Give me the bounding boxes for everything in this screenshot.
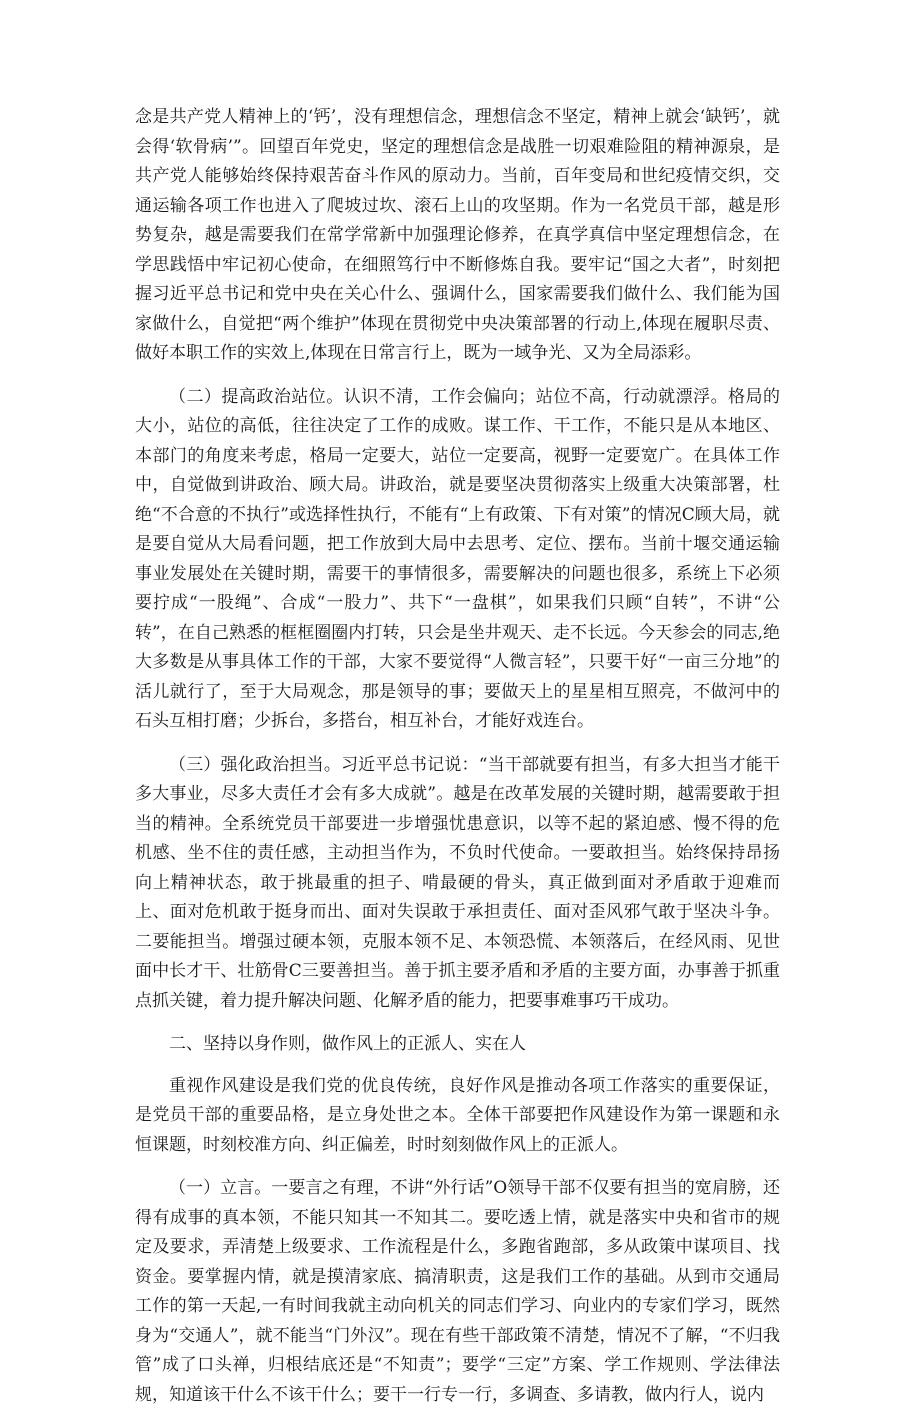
section-heading: 二、坚持以身作则，做作风上的正派人、实在人	[169, 1034, 526, 1054]
paragraph-subsection-1: （一）立言。一要言之有理，不讲“外行话”O领导干部不仅要有担当的宽肩膀，还得有成事的真本领，不能只知其一不知其二。要吃透上情，就是落实中央和省市的规定及要求，弄清楚上级要求、工作流程是什么，多跑省跑部，多从政策中谋项目、找资金。要掌握内情，就是摸清家底、搞清职责，这是我们工作的基础。从到市交通局工作的第一天起,一有时间我就主动向机关的同志们学习、向业内的专家们学习，既然身为“交通人”，就不能当“门外汉”。现在有些干部政策不清楚，情况不了解，“不归我管”成了口头禅，归根结底还是“不知责”；要学“三定”方案、学工作规则、学法律法规，知道该干什么不该干什么；要干一行专一行，多调查、多请教，做内行人，说内	[135, 1178, 780, 1405]
paragraph-section-3: （三）强化政治担当。习近平总书记说：“当干部就要有担当，有多大担当才能干多大事业，尽多大责任才会有多大成就”。越是在改革发展的关键时期，越需要敢于担当的精神。全系统党员干部要进一步增强忧患意识，以等不起的紧迫感、慢不得的危机感、坐不住的责任感，主动担当作为，不负时代使命。一要敢担当。始终保持昂扬向上精神状态，敢于挑最重的担子、啃最硬的骨头，真正做到面对矛盾敢于迎难而上、面对危机敢于挺身而出、面对失误敢于承担责任、面对歪风邪气敢于坚决斗争。二要能担当。增强过硬本领，克服本领不足、本领恐慌、本领落后，在经风雨、见世面中长才干、壮筋骨C三要善担当。善于抓主要矛盾和矛盾的主要方面，办事善于抓重点抓关键，着力提升解决问题、化解矛盾的能力，把要事难事巧干成功。	[135, 754, 780, 1011]
paragraph-section-2: （二）提高政治站位。认识不清，工作会偏向；站位不高，行动就漂浮。格局的大小，站位的高低，往往决定了工作的成败。谋工作、干工作，不能只是从本地区、本部门的角度来考虑，格局一定要大，站位一定要高，视野一定要宽广。在具体工作中，自觉做到讲政治、顾大局。讲政治，就是要坚决贯彻落实上级重大决策部署，杜绝“不合意的不执行”或选择性执行，不能有“上有政策、下有对策”的情况C顾大局，就是要自觉从大局看问题，把工作放到大局中去思考、定位、摆布。当前十堰交通运输事业发展处在关键时期，需要干的事情很多，需要解决的问题也很多，系统上下必须要拧成“一股绳”、合成“一股力”、共下“一盘棋”，如果我们只顾“自转”，不讲“公转”，在自己熟悉的框框圈圈内打转，只会是坐井观天、走不长远。今天参会的同志,绝大多数是从事具体工作的干部，大家不要觉得“人微言轻”，只要干好“一亩三分地”的活儿就行了，至于大局观念，那是领导的事；要做天上的星星相互照亮，不做河中的石头互相打磨；少拆台，多搭台，相互补台，才能好戏连台。	[135, 386, 780, 731]
paragraph-intro: 重视作风建设是我们党的优良传统，良好作风是推动各项工作落实的重要保证，是党员干部的重要品格，是立身处世之本。全体干部要把作风建设作为第一课题和永恒课题，时刻校准方向、纠正偏差，时时刻刻做作风上的正派人。	[135, 1075, 780, 1155]
document-page	[135, 103, 780, 1424]
paragraph-continued: 念是共产党人精神上的‘钙’，没有理想信念，理想信念不坚定，精神上就会‘缺钙’，就会得‘软骨病’”。回望百年党史，坚定的理想信念是战胜一切艰难险阻的精神源泉，是共产党人能够始终保持艰苦奋斗作风的原动力。当前，百年变局和世纪疫情交织，交通运输各项工作也进入了爬坡过坎、滚石上山的攻坚期。作为一名党员干部，越是形势复杂，越是需要我们在常学常新中加强理论修养，在真学真信中坚定理想信念，在学思践悟中牢记初心使命，在细照笃行中不断修炼自我。要牢记“国之大者”，时刻把握习近平总书记和党中央在关心什么、强调什么，国家需要我们做什么、我们能为国家做什么，自觉把“两个维护”体现在贯彻党中央决策部署的行动上,体现在履职尽责、做好本职工作的实效上,体现在日常言行上，既为一域争光、又为全局添彩。	[135, 107, 780, 363]
